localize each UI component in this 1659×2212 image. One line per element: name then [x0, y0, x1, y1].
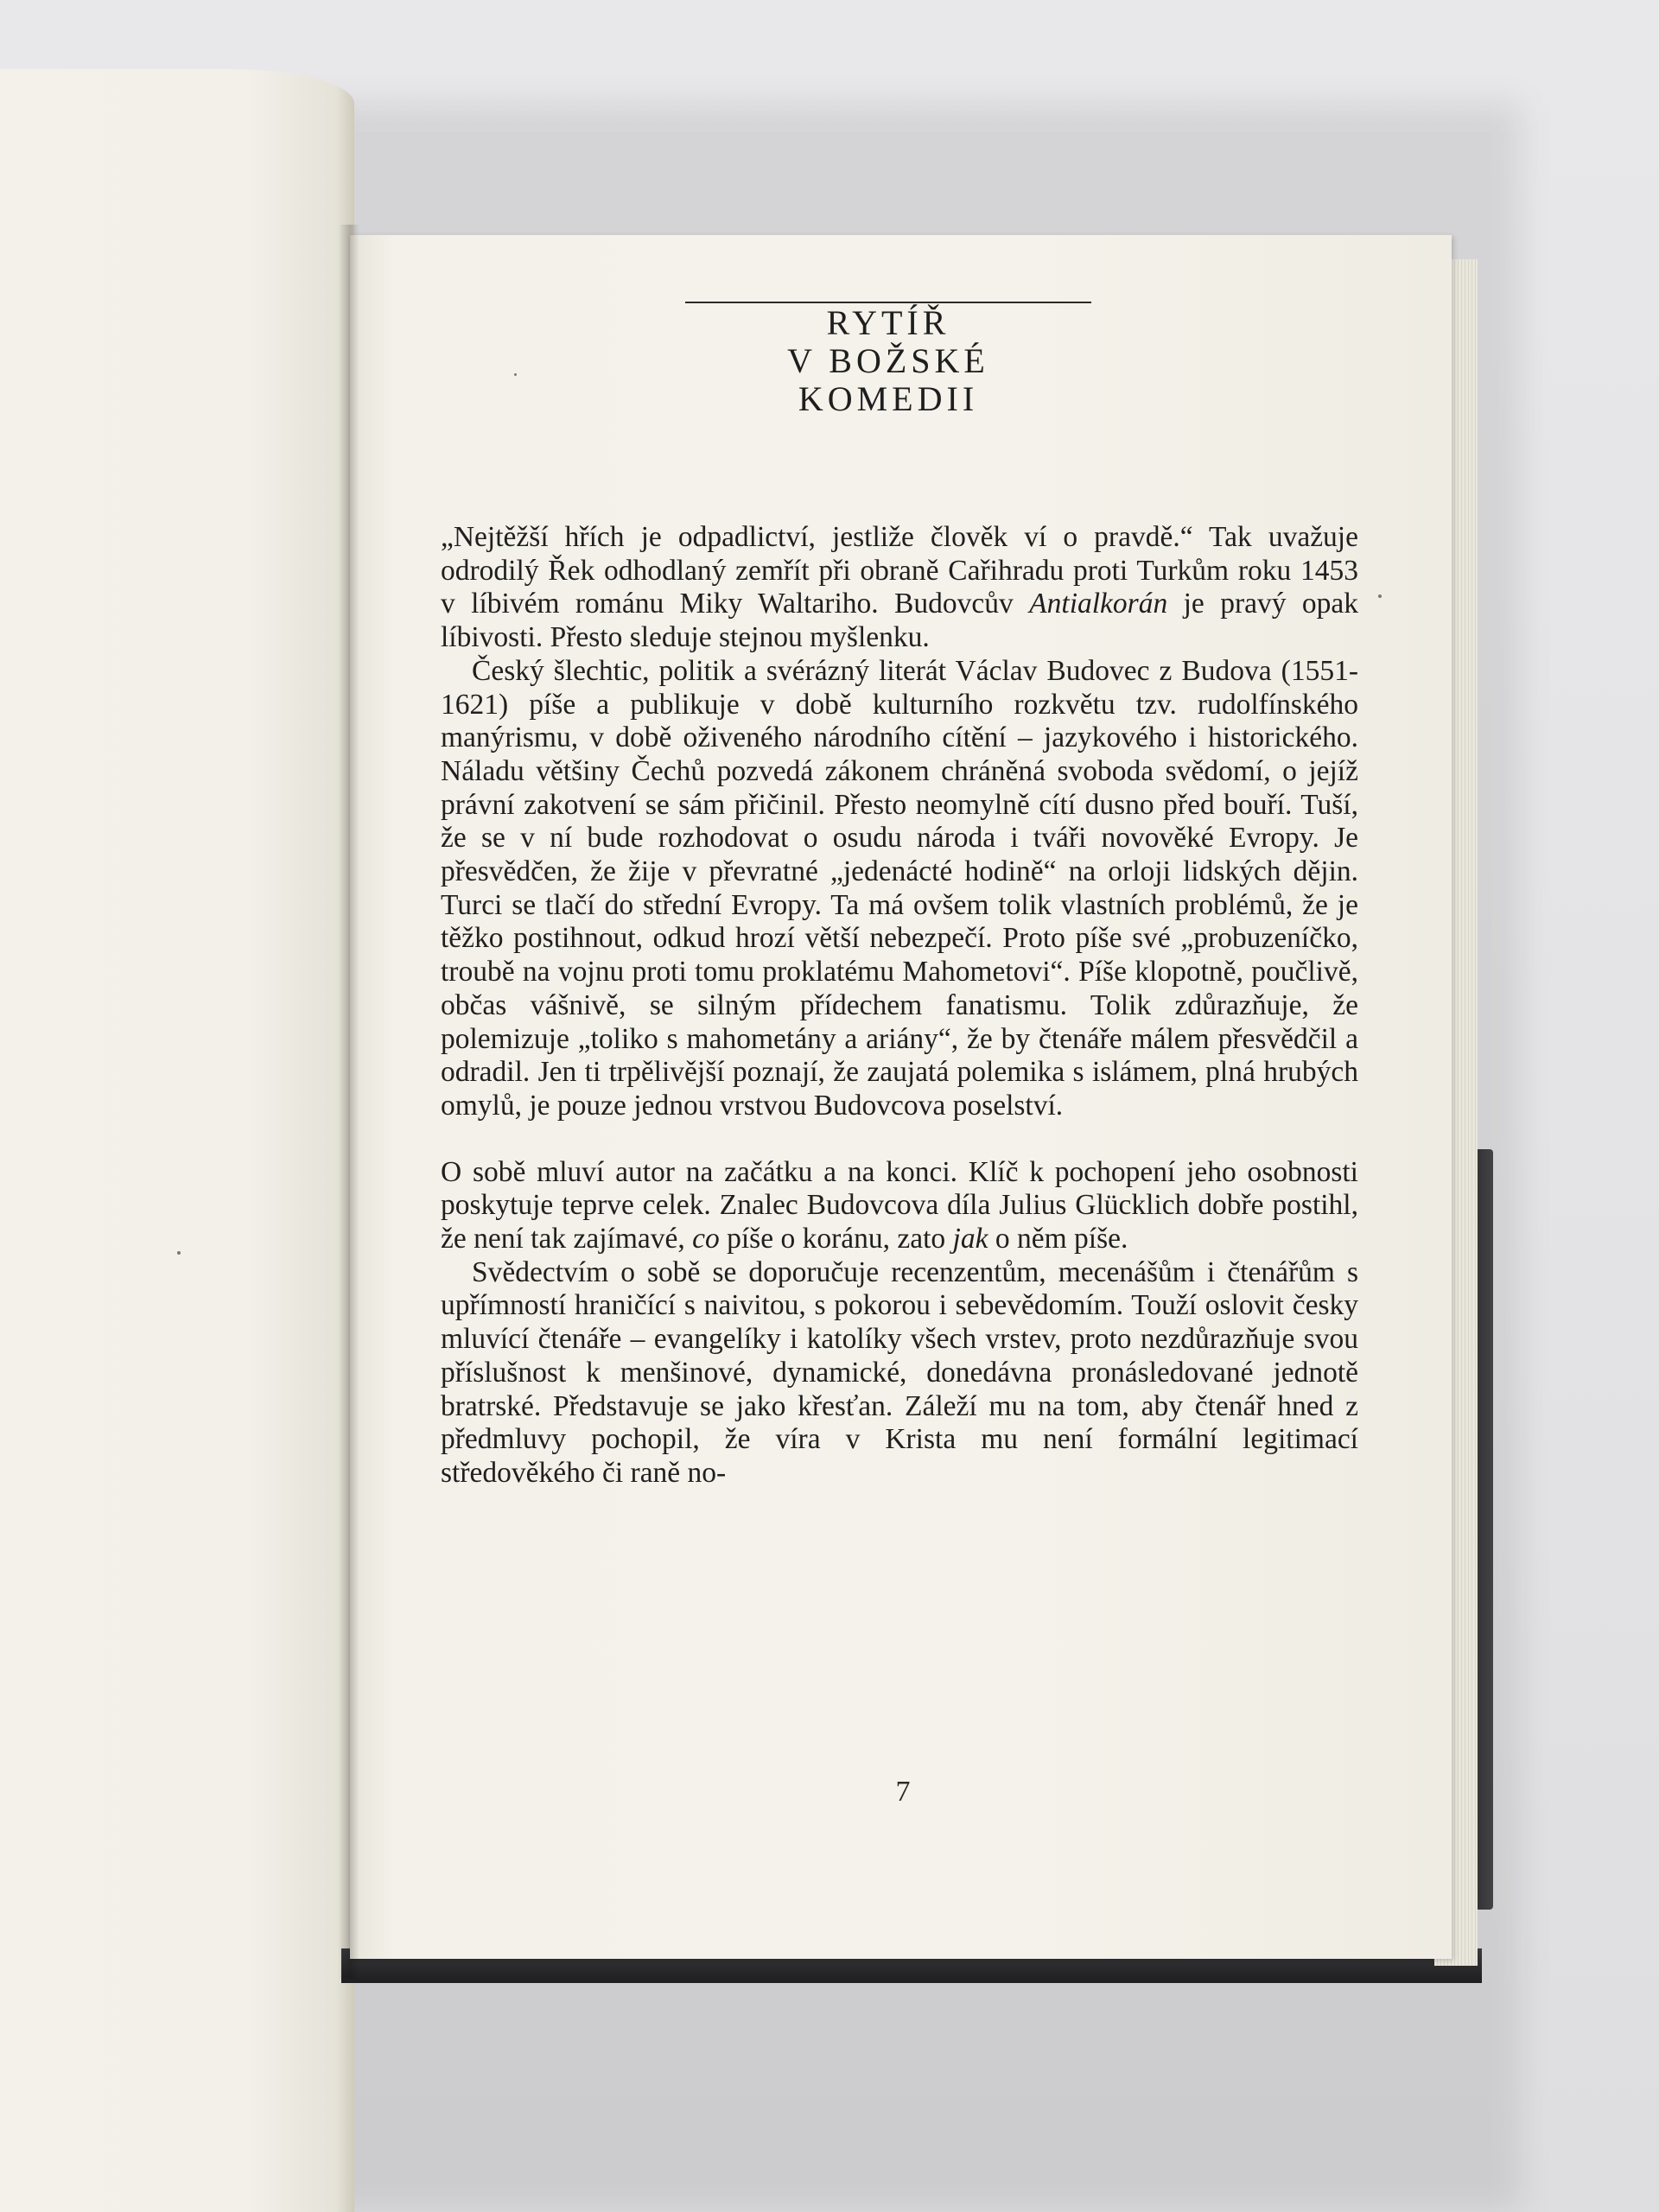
- paper-speck: [514, 373, 517, 376]
- paper-speck: [1378, 594, 1382, 598]
- body-text: [441, 521, 1358, 1491]
- paragraph-text: o něm píše.: [988, 1223, 1128, 1255]
- paragraph: [441, 655, 1358, 1123]
- paper-speck: [177, 1251, 181, 1255]
- book-gutter: [339, 225, 359, 1979]
- italic-text: jak: [952, 1223, 988, 1255]
- chapter-title-line: V BOŽSKÉ: [787, 341, 989, 380]
- chapter-title-line: RYTÍŘ: [826, 303, 950, 342]
- left-page: [0, 69, 354, 2212]
- chapter-title-line: KOMEDII: [798, 379, 979, 418]
- paragraph: [441, 1156, 1358, 1256]
- paragraph-text: je pravý opak líbivosti. Přesto sleduje stejnou myšlenku.: [441, 588, 1358, 654]
- paragraph: [441, 1256, 1358, 1491]
- paragraph-text: Český šlechtic, politik a svérázný literát Václav Budovec z Budova (1551-1621) píše a publikuje v době kulturního rozkvětu tzv. rudolfínského manýrismu, v době oživeného národního cítění – jazykového i historického. Náladu většiny Čechů pozvedá zákonem chráněná svoboda svědomí, o jejíž právní zakotvení se sám přičinil. Přesto neomylně cítí dusno před bouří. Tuší, že se v ní bude rozhodovat o osudu národa i tváři novověké Evropy. Je přesvědčen, že žije v převratné „jedenácté hodině“ na orloji lidských dějin. Turci se tlačí do střední Evropy. Ta má ovšem tolik vlastních problémů, že je těžko postihnout, odkud hrozí větší nebezpečí. Proto píše své „probuzeníčko, troubě na vojnu proti tomu proklatému Mahometovi“. Píše klopotně, poučlivě, občas vášnivě, se silným přídechem fanatismu. Tolik zdůrazňuje, že polemizuje „toliko s mahometány a ariány“, že by čtenáře málem přesvědčil a odradil. Jen ti trpělivější poznají, že zaujatá polemika s islámem, plná hrubých omylů, je pouze jednou vrstvou Budovcova poselství.: [441, 654, 1358, 1122]
- paragraph-text: „Nejtěžší hřích je odpadlictví, jestliže člověk ví o pravdě.“ Tak uvažuje odrodilý Řek odhodlaný zemřít při obraně Cařihradu proti Turkům roku 1453 v líbivém románu Miky Waltariho. Budovcův: [441, 521, 1358, 620]
- italic-text: co: [692, 1223, 720, 1255]
- paragraph-text: Svědectvím o sobě se doporučuje recenzentům, mecenášům i čtenářům s upřímností hraničící s naivitou, s pokorou i sebevědomím. Touží oslovit česky mluvící čtenáře – evangelíky i katolíky všech vrstev, proto nezdůrazňuje svou příslušnost k menšinové, dynamické, donedávna pronásledované jednotě bratrské. Představuje se jako křesťan. Záleží mu na tom, aby čtenář hned z předmluvy pochopil, že víra v Krista mu není formální legitimací středověkého či raně no-: [441, 1255, 1358, 1489]
- paragraph-text: O sobě mluví autor na začátku a na konci. Klíč k pochopení jeho osobnosti poskytuje teprve celek. Znalec Budovcova díla Julius Glücklich dobře postihl, že není tak zajímavé,: [441, 1155, 1358, 1255]
- paragraph-text: píše o koránu, zato: [719, 1223, 953, 1255]
- chapter-title: [685, 304, 1091, 418]
- paragraph: [441, 521, 1358, 655]
- italic-text: Antialkorán: [1029, 588, 1168, 620]
- page-number: 7: [895, 1776, 911, 1808]
